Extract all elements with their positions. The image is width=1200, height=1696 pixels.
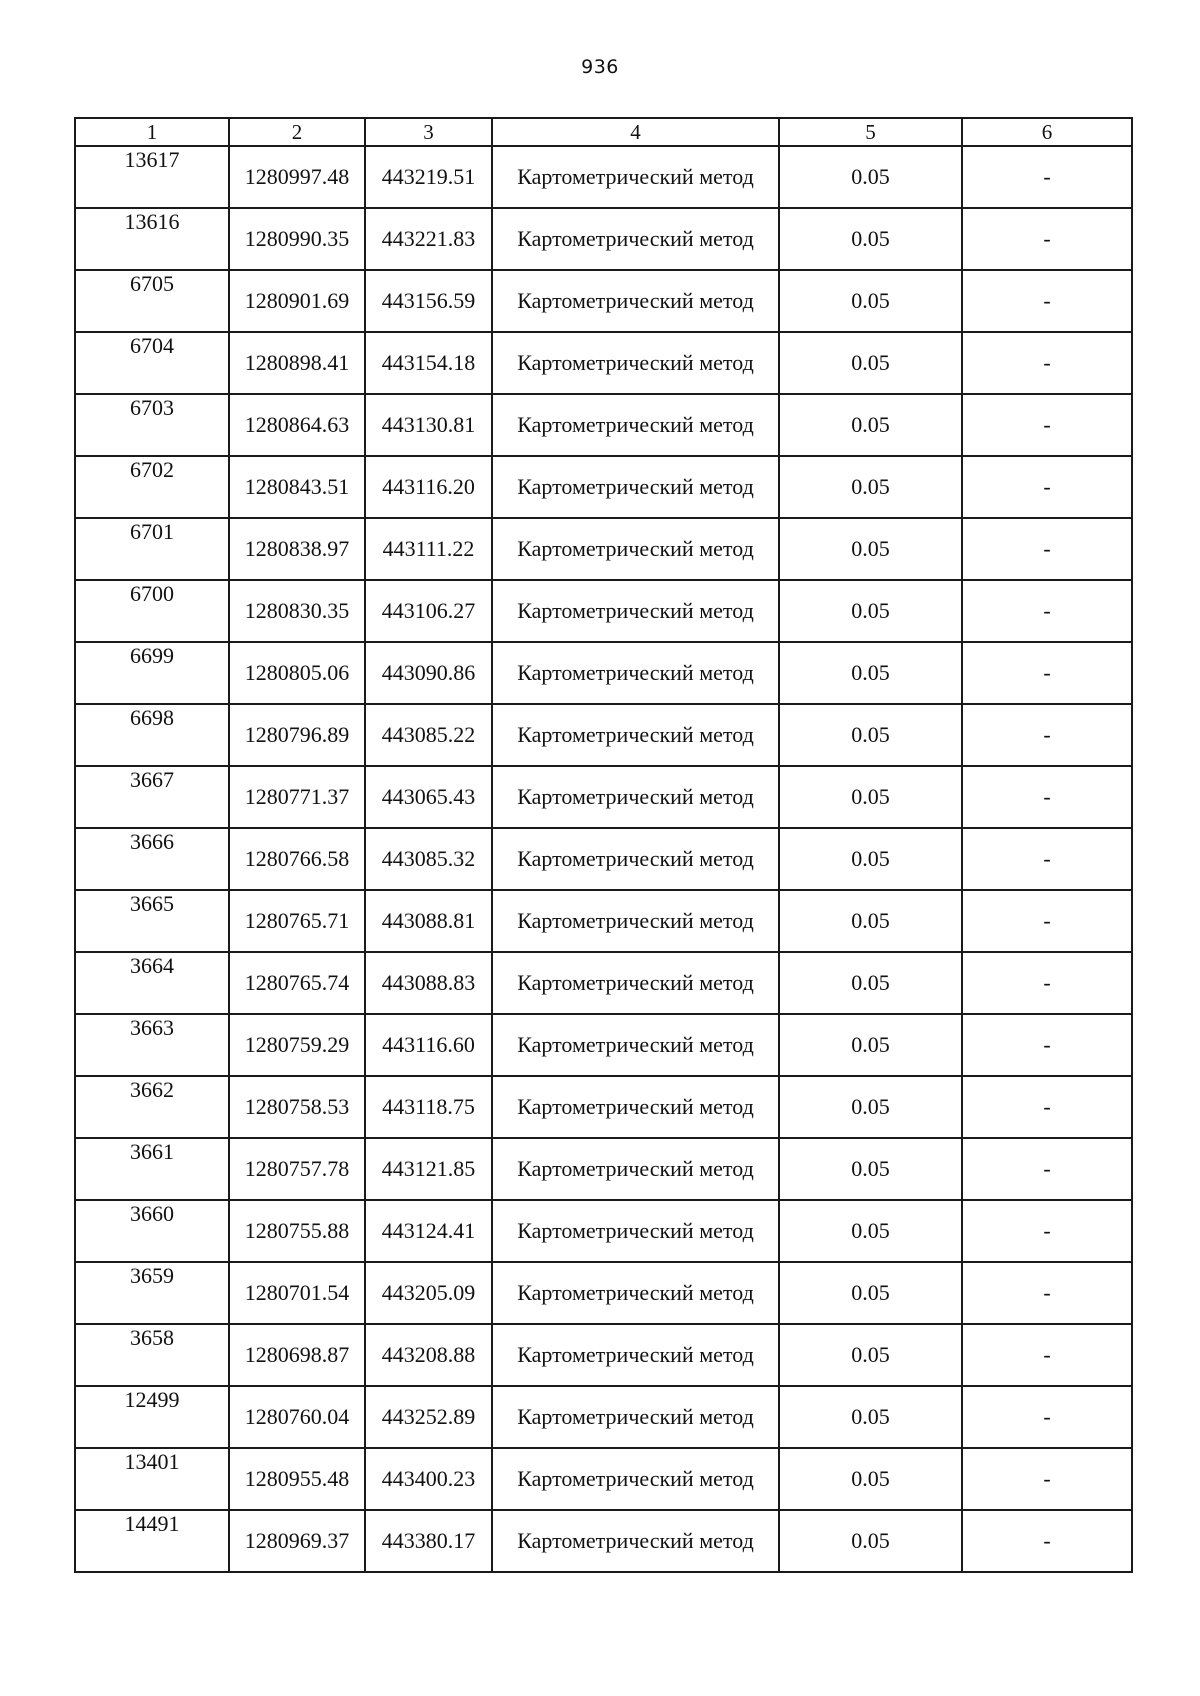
- description-cell: -: [962, 766, 1132, 828]
- y-coordinate-cell: 443085.22: [365, 704, 492, 766]
- method-cell: Картометрический метод: [492, 890, 779, 952]
- point-number-cell: 3660: [75, 1200, 229, 1262]
- table-row: [75, 1386, 1132, 1448]
- table-row: [75, 766, 1132, 828]
- x-coordinate-cell: 1280901.69: [229, 270, 365, 332]
- accuracy-cell: 0.05: [779, 1448, 962, 1510]
- point-number-cell: 13401: [75, 1448, 229, 1510]
- x-coordinate-cell: 1280898.41: [229, 332, 365, 394]
- table-header-row: [75, 118, 1132, 146]
- accuracy-cell: 0.05: [779, 208, 962, 270]
- x-coordinate-cell: 1280838.97: [229, 518, 365, 580]
- method-cell: Картометрический метод: [492, 580, 779, 642]
- table-row: [75, 456, 1132, 518]
- table-row: [75, 1138, 1132, 1200]
- accuracy-cell: 0.05: [779, 1014, 962, 1076]
- y-coordinate-cell: 443118.75: [365, 1076, 492, 1138]
- x-coordinate-cell: 1280864.63: [229, 394, 365, 456]
- accuracy-cell: 0.05: [779, 1076, 962, 1138]
- x-coordinate-cell: 1280760.04: [229, 1386, 365, 1448]
- accuracy-cell: 0.05: [779, 642, 962, 704]
- point-number-cell: 6699: [75, 642, 229, 704]
- y-coordinate-cell: 443121.85: [365, 1138, 492, 1200]
- point-number-cell: 6703: [75, 394, 229, 456]
- table-row: [75, 1200, 1132, 1262]
- method-cell: Картометрический метод: [492, 1262, 779, 1324]
- table-row: [75, 1262, 1132, 1324]
- accuracy-cell: 0.05: [779, 1200, 962, 1262]
- accuracy-cell: 0.05: [779, 456, 962, 518]
- method-cell: Картометрический метод: [492, 394, 779, 456]
- table-row: [75, 642, 1132, 704]
- x-coordinate-cell: 1280955.48: [229, 1448, 365, 1510]
- y-coordinate-cell: 443221.83: [365, 208, 492, 270]
- y-coordinate-cell: 443130.81: [365, 394, 492, 456]
- description-cell: -: [962, 952, 1132, 1014]
- accuracy-cell: 0.05: [779, 332, 962, 394]
- x-coordinate-cell: 1280805.06: [229, 642, 365, 704]
- x-coordinate-cell: 1280843.51: [229, 456, 365, 518]
- accuracy-cell: 0.05: [779, 704, 962, 766]
- point-number-cell: 6705: [75, 270, 229, 332]
- point-number-cell: 3659: [75, 1262, 229, 1324]
- method-cell: Картометрический метод: [492, 1386, 779, 1448]
- accuracy-cell: 0.05: [779, 270, 962, 332]
- accuracy-cell: 0.05: [779, 828, 962, 890]
- description-cell: -: [962, 1324, 1132, 1386]
- accuracy-cell: 0.05: [779, 1138, 962, 1200]
- point-number-cell: 6704: [75, 332, 229, 394]
- description-cell: -: [962, 146, 1132, 208]
- x-coordinate-cell: 1280758.53: [229, 1076, 365, 1138]
- description-cell: -: [962, 456, 1132, 518]
- table-row: [75, 580, 1132, 642]
- description-cell: -: [962, 828, 1132, 890]
- method-cell: Картометрический метод: [492, 642, 779, 704]
- description-cell: -: [962, 518, 1132, 580]
- method-cell: Картометрический метод: [492, 518, 779, 580]
- accuracy-cell: 0.05: [779, 952, 962, 1014]
- point-number-cell: 6702: [75, 456, 229, 518]
- point-number-cell: 3664: [75, 952, 229, 1014]
- table-row: [75, 270, 1132, 332]
- description-cell: -: [962, 1448, 1132, 1510]
- table-row: [75, 1510, 1132, 1572]
- accuracy-cell: 0.05: [779, 890, 962, 952]
- y-coordinate-cell: 443106.27: [365, 580, 492, 642]
- x-coordinate-cell: 1280765.71: [229, 890, 365, 952]
- table-row: [75, 146, 1132, 208]
- point-number-cell: 3662: [75, 1076, 229, 1138]
- y-coordinate-cell: 443252.89: [365, 1386, 492, 1448]
- table-row: [75, 704, 1132, 766]
- y-coordinate-cell: 443208.88: [365, 1324, 492, 1386]
- accuracy-cell: 0.05: [779, 1510, 962, 1572]
- y-coordinate-cell: 443111.22: [365, 518, 492, 580]
- description-cell: -: [962, 270, 1132, 332]
- column-header: 4: [492, 118, 779, 146]
- method-cell: Картометрический метод: [492, 1014, 779, 1076]
- x-coordinate-cell: 1280771.37: [229, 766, 365, 828]
- y-coordinate-cell: 443116.20: [365, 456, 492, 518]
- accuracy-cell: 0.05: [779, 394, 962, 456]
- page-number: 936: [581, 56, 619, 78]
- description-cell: -: [962, 1262, 1132, 1324]
- accuracy-cell: 0.05: [779, 146, 962, 208]
- y-coordinate-cell: 443065.43: [365, 766, 492, 828]
- x-coordinate-cell: 1280830.35: [229, 580, 365, 642]
- description-cell: -: [962, 1014, 1132, 1076]
- point-number-cell: 3667: [75, 766, 229, 828]
- table-row: [75, 1076, 1132, 1138]
- method-cell: Картометрический метод: [492, 1324, 779, 1386]
- y-coordinate-cell: 443154.18: [365, 332, 492, 394]
- accuracy-cell: 0.05: [779, 1386, 962, 1448]
- accuracy-cell: 0.05: [779, 518, 962, 580]
- method-cell: Картометрический метод: [492, 146, 779, 208]
- table-body: [75, 146, 1132, 1572]
- x-coordinate-cell: 1280757.78: [229, 1138, 365, 1200]
- column-header: 5: [779, 118, 962, 146]
- point-number-cell: 6700: [75, 580, 229, 642]
- x-coordinate-cell: 1280755.88: [229, 1200, 365, 1262]
- table-row: [75, 518, 1132, 580]
- coordinates-table: [74, 117, 1133, 1573]
- description-cell: -: [962, 642, 1132, 704]
- description-cell: -: [962, 890, 1132, 952]
- method-cell: Картометрический метод: [492, 704, 779, 766]
- description-cell: -: [962, 1138, 1132, 1200]
- method-cell: Картометрический метод: [492, 332, 779, 394]
- description-cell: -: [962, 1200, 1132, 1262]
- accuracy-cell: 0.05: [779, 1262, 962, 1324]
- point-number-cell: 3665: [75, 890, 229, 952]
- method-cell: Картометрический метод: [492, 208, 779, 270]
- y-coordinate-cell: 443156.59: [365, 270, 492, 332]
- table-row: [75, 332, 1132, 394]
- y-coordinate-cell: 443088.83: [365, 952, 492, 1014]
- method-cell: Картометрический метод: [492, 1076, 779, 1138]
- column-header: 6: [962, 118, 1132, 146]
- column-header: 3: [365, 118, 492, 146]
- point-number-cell: 13616: [75, 208, 229, 270]
- point-number-cell: 3666: [75, 828, 229, 890]
- point-number-cell: 3661: [75, 1138, 229, 1200]
- x-coordinate-cell: 1280969.37: [229, 1510, 365, 1572]
- point-number-cell: 3658: [75, 1324, 229, 1386]
- point-number-cell: 12499: [75, 1386, 229, 1448]
- description-cell: -: [962, 332, 1132, 394]
- table-row: [75, 1324, 1132, 1386]
- table-row: [75, 828, 1132, 890]
- x-coordinate-cell: 1280796.89: [229, 704, 365, 766]
- accuracy-cell: 0.05: [779, 580, 962, 642]
- method-cell: Картометрический метод: [492, 828, 779, 890]
- point-number-cell: 14491: [75, 1510, 229, 1572]
- description-cell: -: [962, 1076, 1132, 1138]
- point-number-cell: 13617: [75, 146, 229, 208]
- x-coordinate-cell: 1280698.87: [229, 1324, 365, 1386]
- point-number-cell: 6698: [75, 704, 229, 766]
- column-header: 2: [229, 118, 365, 146]
- x-coordinate-cell: 1280766.58: [229, 828, 365, 890]
- method-cell: Картометрический метод: [492, 270, 779, 332]
- table-row: [75, 208, 1132, 270]
- y-coordinate-cell: 443116.60: [365, 1014, 492, 1076]
- table-row: [75, 952, 1132, 1014]
- column-header: 1: [75, 118, 229, 146]
- point-number-cell: 3663: [75, 1014, 229, 1076]
- x-coordinate-cell: 1280701.54: [229, 1262, 365, 1324]
- accuracy-cell: 0.05: [779, 766, 962, 828]
- method-cell: Картометрический метод: [492, 1510, 779, 1572]
- description-cell: -: [962, 394, 1132, 456]
- description-cell: -: [962, 208, 1132, 270]
- y-coordinate-cell: 443088.81: [365, 890, 492, 952]
- y-coordinate-cell: 443124.41: [365, 1200, 492, 1262]
- y-coordinate-cell: 443205.09: [365, 1262, 492, 1324]
- x-coordinate-cell: 1280765.74: [229, 952, 365, 1014]
- method-cell: Картометрический метод: [492, 1448, 779, 1510]
- y-coordinate-cell: 443090.86: [365, 642, 492, 704]
- method-cell: Картометрический метод: [492, 766, 779, 828]
- table-row: [75, 1448, 1132, 1510]
- accuracy-cell: 0.05: [779, 1324, 962, 1386]
- y-coordinate-cell: 443400.23: [365, 1448, 492, 1510]
- y-coordinate-cell: 443219.51: [365, 146, 492, 208]
- point-number-cell: 6701: [75, 518, 229, 580]
- x-coordinate-cell: 1280997.48: [229, 146, 365, 208]
- y-coordinate-cell: 443085.32: [365, 828, 492, 890]
- method-cell: Картометрический метод: [492, 1138, 779, 1200]
- x-coordinate-cell: 1280990.35: [229, 208, 365, 270]
- x-coordinate-cell: 1280759.29: [229, 1014, 365, 1076]
- description-cell: -: [962, 1510, 1132, 1572]
- description-cell: -: [962, 580, 1132, 642]
- method-cell: Картометрический метод: [492, 1200, 779, 1262]
- description-cell: -: [962, 704, 1132, 766]
- description-cell: -: [962, 1386, 1132, 1448]
- method-cell: Картометрический метод: [492, 952, 779, 1014]
- table-row: [75, 890, 1132, 952]
- table-row: [75, 1014, 1132, 1076]
- table-row: [75, 394, 1132, 456]
- y-coordinate-cell: 443380.17: [365, 1510, 492, 1572]
- method-cell: Картометрический метод: [492, 456, 779, 518]
